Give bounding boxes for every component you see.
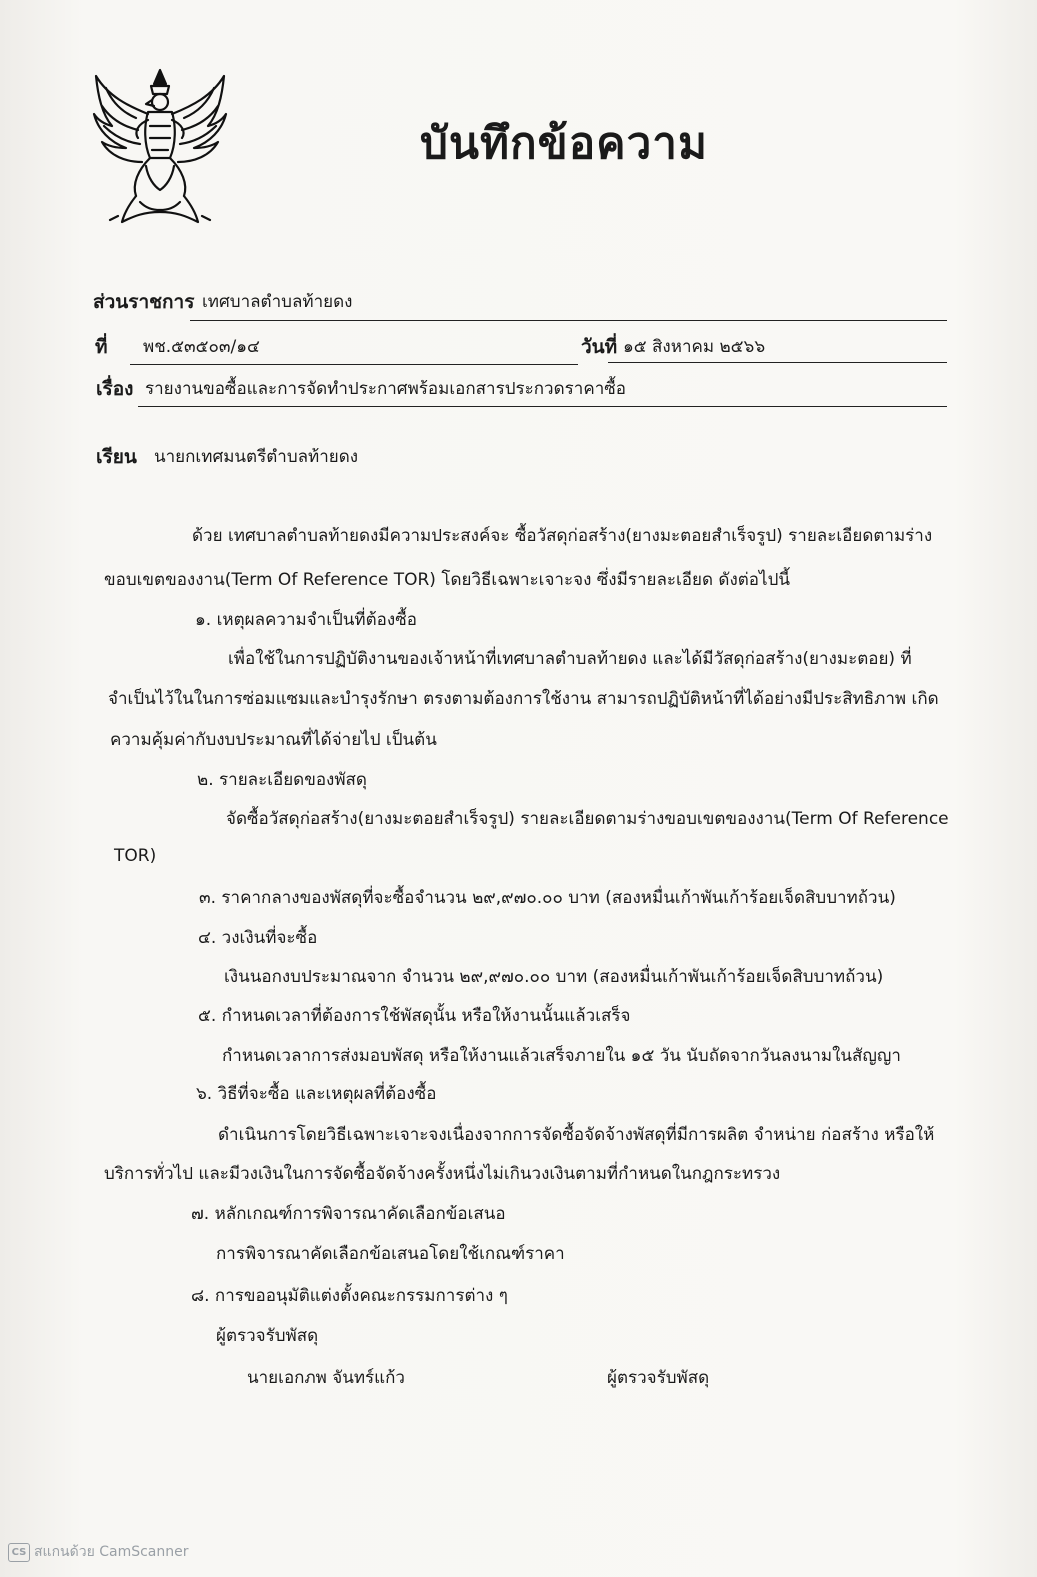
date-label: วันที่ [581, 336, 618, 358]
camscanner-footer [8, 1541, 189, 1563]
subject-underline [138, 406, 947, 407]
section-2-line-1: จัดซื้อวัสดุก่อสร้าง(ยางมะตอยสำเร็จรูป) รายละเอียดตามร่างขอบเขตของงาน(Term Of Reference [226, 809, 949, 829]
section-1-line-1: เพื่อใช้ในการปฏิบัติงานของเจ้าหน้าที่เทศบาลตำบลท้ายดง และได้มีวัสดุก่อสร้าง(ยางมะตอย) ที่ [228, 649, 912, 669]
ref-label: ที่ [95, 336, 108, 358]
agency-underline [190, 320, 947, 321]
section-7-line-1: การพิจารณาคัดเลือกข้อเสนอโดยใช้เกณฑ์ราคา [216, 1244, 565, 1264]
date-underline [608, 362, 947, 363]
intro-line-2: ขอบเขตของงาน(Term Of Reference TOR) โดยวิธีเฉพาะเจาะจง ซึ่งมีรายละเอียด ดังต่อไปนี้ [104, 570, 790, 590]
camscanner-badge-icon: CS [8, 1543, 30, 1562]
page-title: บันทึกข้อความ [420, 118, 709, 169]
intro-line-1: ด้วย เทศบาลตำบลท้ายดงมีความประสงค์จะ ซื้อวัสดุก่อสร้าง(ยางมะตอยสำเร็จรูป) รายละเอียดตามร่าง [192, 526, 933, 546]
subject-label: เรื่อง [96, 378, 134, 400]
subject-value: รายงานขอซื้อและการจัดทำประกาศพร้อมเอกสารประกวดราคาซื้อ [145, 379, 626, 399]
section-5-heading: ๕. กำหนดเวลาที่ต้องการใช้พัสดุนั้น หรือให้งานนั้นแล้วเสร็จ [198, 1006, 631, 1026]
section-6-heading: ๖. วิธีที่จะซื้อ และเหตุผลที่ต้องซื้อ [196, 1084, 437, 1104]
section-5-line-1: กำหนดเวลาการส่งมอบพัสดุ หรือให้งานแล้วเสร็จภายใน ๑๕ วัน นับถัดจากวันลงนามในสัญญา [222, 1046, 901, 1066]
section-1-line-3: ความคุ้มค่ากับงบประมาณที่ได้จ่ายไป เป็นต้น [110, 730, 437, 750]
section-6-line-1: ดำเนินการโดยวิธีเฉพาะเจาะจงเนื่องจากการจัดซื้อจัดจ้างพัสดุที่มีการผลิต จำหน่าย ก่อสร้าง หรือให้ [218, 1125, 935, 1145]
ref-value: พช.๕๓๕๐๓/๑๔ [143, 337, 260, 357]
section-2-line-2: TOR) [114, 846, 157, 866]
agency-label: ส่วนราชการ [93, 291, 195, 313]
section-1-line-2: จำเป็นไว้ในในการซ่อมแซมและบำรุงรักษา ตรงตามต้องการใช้งาน สามารถปฏิบัติหน้าที่ได้อย่างมีประสิทธิภาพ เกิด [108, 689, 939, 709]
section-6-line-2: บริการทั่วไป และมีวงเงินในการจัดซื้อจัดจ้างครั้งหนึ่งไม่เกินวงเงินตามที่กำหนดในกฎกระทรวง [104, 1164, 781, 1184]
section-4-line-1: เงินนอกงบประมาณจาก จำนวน ๒๙,๙๗๐.๐๐ บาท (สองหมื่นเก้าพันเก้าร้อยเจ็ดสิบบาทถ้วน) [224, 967, 884, 987]
camscanner-text: สแกนด้วย CamScanner [34, 1544, 189, 1560]
ref-underline [130, 364, 578, 365]
inspector-name: นายเอกภพ จันทร์แก้ว [247, 1368, 405, 1388]
garuda-emblem-icon [88, 66, 232, 228]
section-1-heading: ๑. เหตุผลความจำเป็นที่ต้องซื้อ [195, 610, 417, 630]
date-value: ๑๕ สิงหาคม ๒๕๖๖ [623, 337, 766, 357]
agency-value: เทศบาลตำบลท้ายดง [202, 292, 353, 312]
to-value: นายกเทศมนตรีตำบลท้ายดง [154, 447, 359, 467]
section-2-heading: ๒. รายละเอียดของพัสดุ [197, 770, 367, 790]
to-label: เรียน [96, 446, 137, 468]
section-8-sub: ผู้ตรวจรับพัสดุ [216, 1326, 319, 1346]
section-8-heading: ๘. การขออนุมัติแต่งตั้งคณะกรรมการต่าง ๆ [191, 1286, 508, 1306]
inspector-role: ผู้ตรวจรับพัสดุ [607, 1368, 710, 1388]
section-7-heading: ๗. หลักเกณฑ์การพิจารณาคัดเลือกข้อเสนอ [191, 1204, 506, 1224]
section-4-heading: ๔. วงเงินที่จะซื้อ [198, 928, 318, 948]
section-3-heading: ๓. ราคากลางของพัสดุที่จะซื้อจำนวน ๒๙,๙๗๐.๐๐ บาท (สองหมื่นเก้าพันเก้าร้อยเจ็ดสิบบาทถ้วน) [199, 888, 896, 908]
